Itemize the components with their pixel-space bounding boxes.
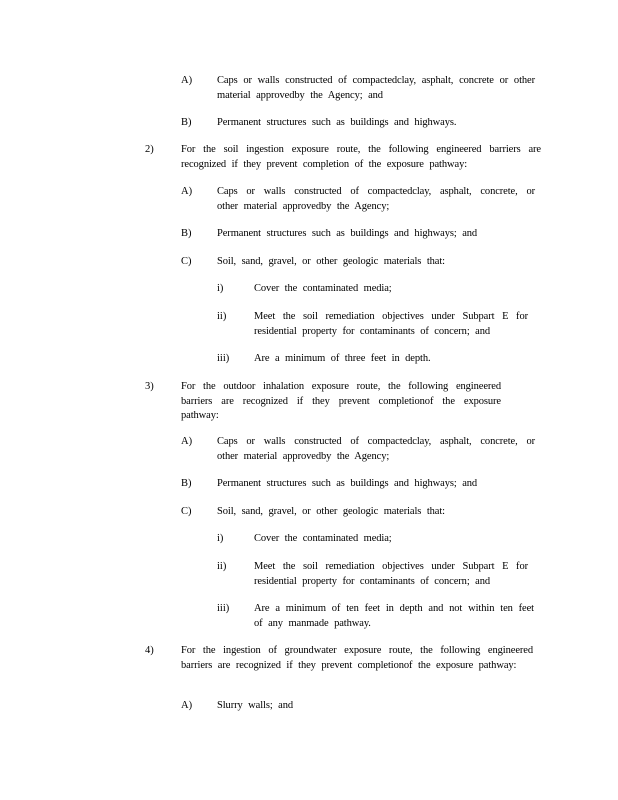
subitem-c3ii-text: Meet the soil remediation objectives under Subpart E for residential property for contaminants of concern; and bbox=[254, 561, 528, 587]
paragraph-4-text: For the ingestion of groundwater exposure route, the following engineered barriers are recognized if they prevent completionof the exposure pathway: bbox=[181, 645, 533, 671]
subitem-c3iii-text: Are a minimum of ten feet in depth and not within ten feet of any manmade pathway. bbox=[254, 603, 534, 629]
item-c2-text: Soil, sand, gravel, or other geologic materials that: bbox=[217, 256, 445, 267]
item-marker: A) bbox=[181, 436, 193, 447]
item-marker: C) bbox=[181, 506, 192, 517]
item-marker: A) bbox=[181, 75, 193, 86]
subitem-c2i-text: Cover the contaminated media; bbox=[254, 283, 392, 294]
item-marker: A) bbox=[181, 700, 193, 711]
subitem-marker: ii) bbox=[217, 561, 227, 572]
item-a2-text: Caps or walls constructed of compactedclay, asphalt, concrete, or other material approvedby the Agency; bbox=[217, 186, 535, 212]
subitem-marker: i) bbox=[217, 283, 224, 294]
item-marker: C) bbox=[181, 256, 192, 267]
item-b3-text: Permanent structures such as buildings and highways; and bbox=[217, 478, 478, 489]
subitem-c2iii-text: Are a minimum of three feet in depth. bbox=[254, 353, 431, 364]
subitem-marker: ii) bbox=[217, 311, 227, 322]
item-a1-text: Caps or walls constructed of compactedclay, asphalt, concrete or other material approvedby the Agency; and bbox=[217, 75, 535, 101]
item-marker: A) bbox=[181, 186, 193, 197]
item-marker: B) bbox=[181, 117, 192, 128]
subitem-marker: iii) bbox=[217, 603, 230, 614]
paragraph-marker: 4) bbox=[145, 645, 154, 656]
item-a4-text: Slurry walls; and bbox=[217, 700, 294, 711]
subitem-c2ii-text: Meet the soil remediation objectives under Subpart E for residential property for contaminants of concern; and bbox=[254, 311, 528, 337]
item-marker: B) bbox=[181, 228, 192, 239]
paragraph-marker: 2) bbox=[145, 144, 154, 155]
paragraph-marker: 3) bbox=[145, 381, 154, 392]
subitem-c3i-text: Cover the contaminated media; bbox=[254, 533, 392, 544]
paragraph-3-text: For the outdoor inhalation exposure route, the following engineered barriers are recognized if they prevent completionof the exposure pathway: bbox=[181, 381, 501, 421]
subitem-marker: i) bbox=[217, 533, 224, 544]
item-marker: B) bbox=[181, 478, 192, 489]
item-c3-text: Soil, sand, gravel, or other geologic materials that: bbox=[217, 506, 445, 517]
item-a3-text: Caps or walls constructed of compactedclay, asphalt, concrete, or other material approvedby the Agency; bbox=[217, 436, 535, 462]
item-b1-text: Permanent structures such as buildings and highways. bbox=[217, 117, 457, 128]
subitem-marker: iii) bbox=[217, 353, 230, 364]
item-b2-text: Permanent structures such as buildings and highways; and bbox=[217, 228, 478, 239]
paragraph-2-text: For the soil ingestion exposure route, the following engineered barriers are recognized if they prevent completion of the exposure pathway: bbox=[181, 144, 541, 170]
